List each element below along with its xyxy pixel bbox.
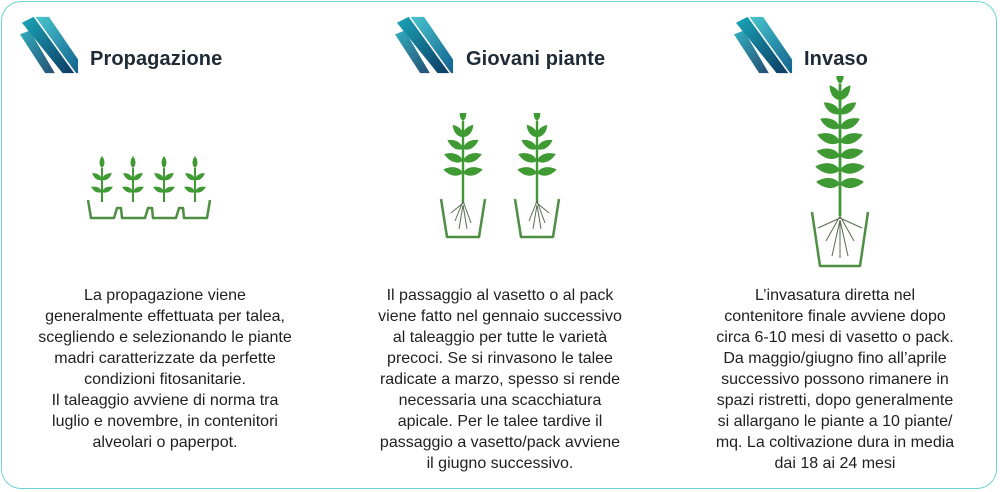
brand-logo-icon (395, 14, 455, 76)
brand-logo-icon (20, 14, 80, 76)
section-description: L’invasatura diretta nel contenitore finale avviene dopo circa 6-10 mesi di vasetto o pack. Da maggio/giugno fino all’aprile successivo possono rimanere in spazi ristretti, dopo generalmente si allargano le piante a 10 piante/ mq. La coltivazione dura in media dai 18 ai 24 mesi (715, 287, 955, 472)
cutting-tray-icon (84, 150, 214, 225)
section-description: Il passaggio al vasetto o al pack viene fatto nel gennaio successivo al taleaggio per tutte le varietà precoci. Se si rinvasono le talee radicate a marzo, spesso si rende necessaria una scacchiatura apicale. Per le talee tardive il passaggio a vasetto/pack avviene il giugno successivo. (378, 287, 622, 472)
potted-plant-icon (790, 76, 890, 271)
section-description: La propagazione viene generalmente effettuata per talea, scegliendo e selezionando le piante madri caratterizzate da perfette condizioni fitosanitarie. Il taleaggio avviene di norma tra luglio e novembre, in contenitori alveolari o paperpot. (38, 287, 292, 451)
section-title: Propagazione (90, 48, 223, 70)
section-invaso (670, 0, 1000, 490)
brand-logo-icon (734, 14, 794, 76)
section-title: Invaso (804, 48, 868, 70)
section-title: Giovani piante (466, 48, 606, 70)
section-propagazione (0, 0, 330, 490)
section-giovani-piante (335, 0, 665, 490)
young-plants-pots-icon (425, 113, 575, 243)
